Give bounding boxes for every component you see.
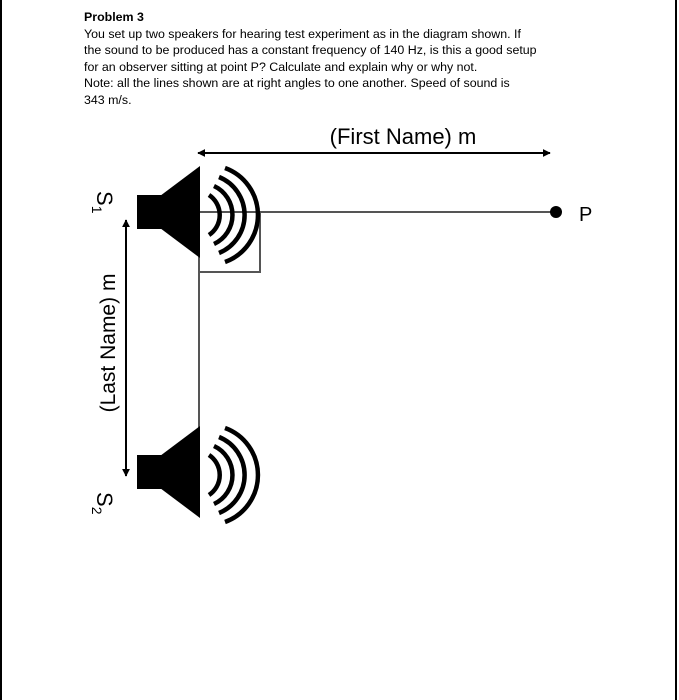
speaker-top-label bbox=[89, 191, 117, 214]
speaker-bottom-label bbox=[89, 492, 117, 515]
point-p-label: P bbox=[579, 204, 593, 226]
speaker-top-letter: S bbox=[92, 191, 117, 206]
speaker-bottom-letter: S bbox=[92, 492, 117, 507]
speaker-top-subscript: 1 bbox=[89, 205, 105, 214]
problem-line-1: You set up two speakers for hearing test experiment as in the diagram shown. If bbox=[84, 26, 521, 41]
point-p-marker bbox=[550, 206, 562, 218]
problem-line-2: the sound to be produced has a constant frequency of 140 Hz, is this a good setup bbox=[84, 43, 537, 57]
speaker-bottom-icon bbox=[137, 426, 258, 522]
problem-line-3: for an observer sitting at point P? Calculate and explain why or why not. bbox=[84, 59, 478, 74]
problem-line-4: Note: all the lines shown are at right angles to one another. Speed of sound is bbox=[84, 76, 510, 90]
problem-title: Problem 3 bbox=[84, 10, 144, 24]
horizontal-dimension-label: (First Name) m bbox=[329, 124, 477, 149]
speaker-bottom-subscript: 2 bbox=[89, 506, 105, 515]
problem-line-5: 343 m/s. bbox=[84, 92, 132, 107]
vertical-dimension-label: (Last Name) m bbox=[97, 273, 120, 413]
speaker-top-icon bbox=[137, 166, 258, 262]
